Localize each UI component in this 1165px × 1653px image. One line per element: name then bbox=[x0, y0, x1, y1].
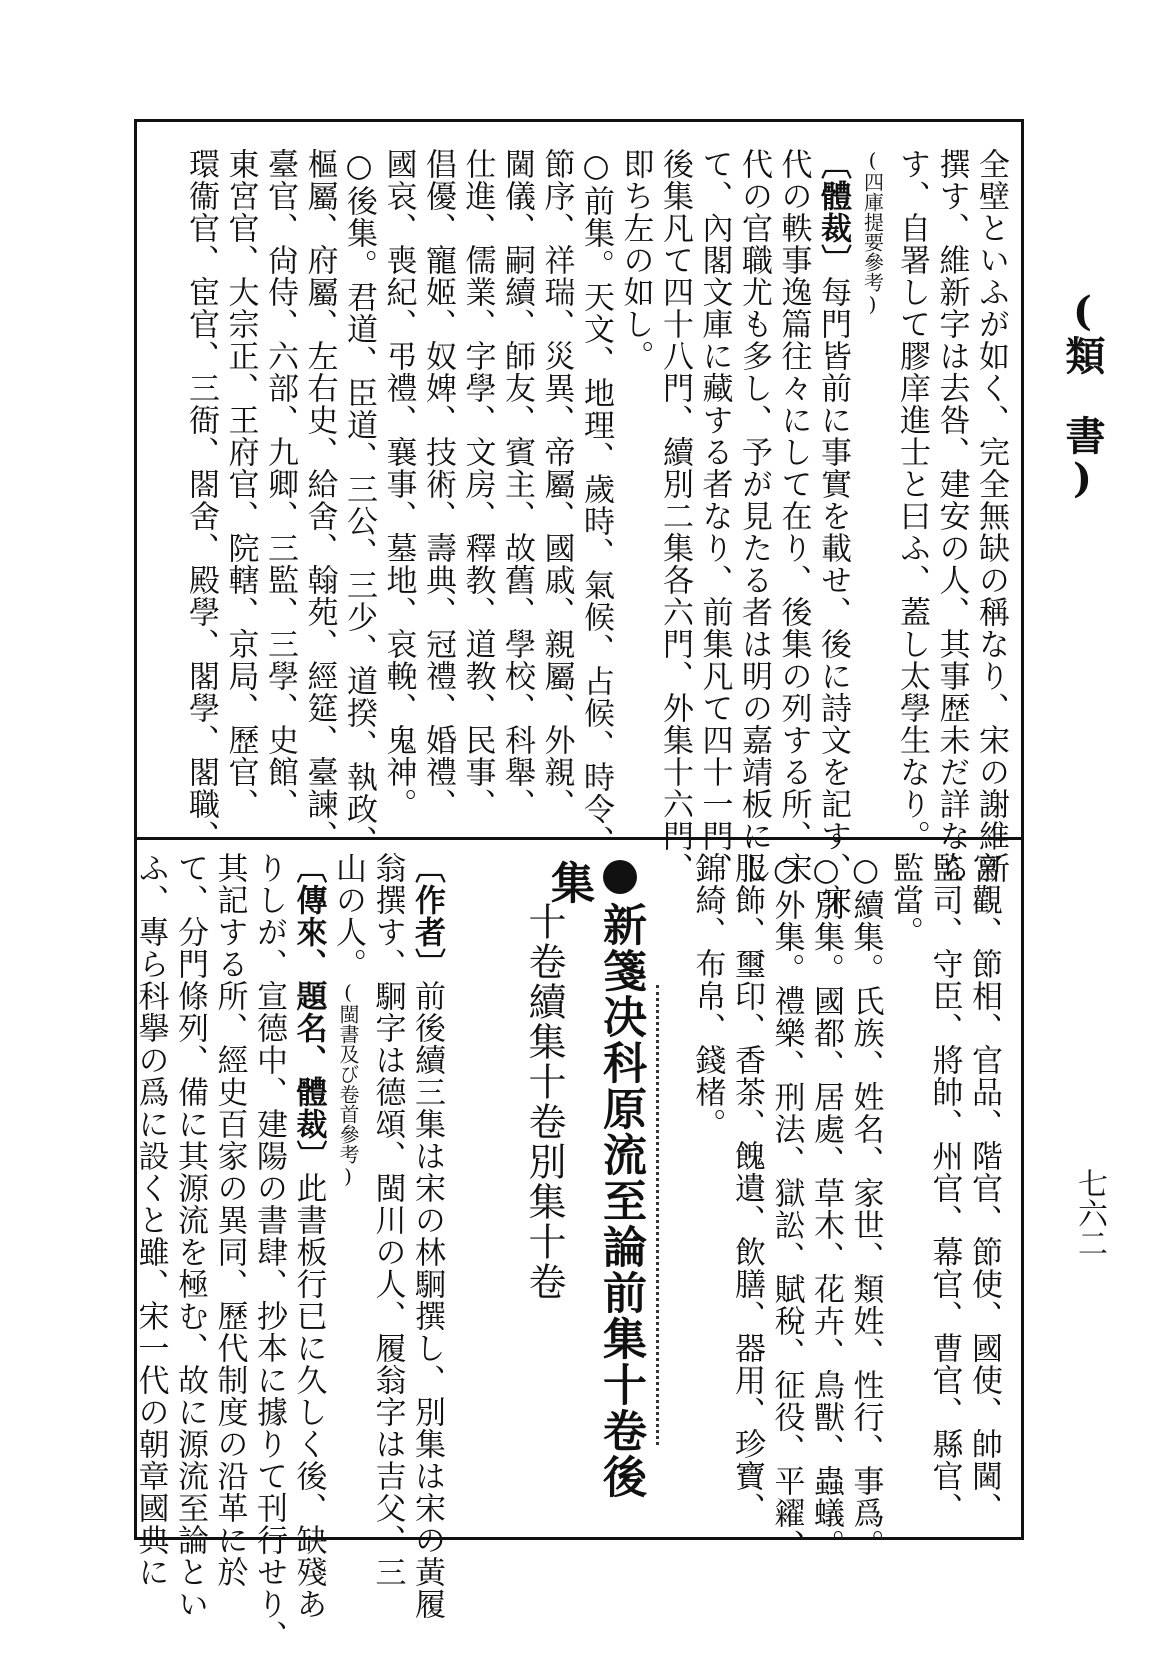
text-column: 東宮官、大宗正、王府官、院轄、京局、歷官、 bbox=[222, 148, 259, 820]
text-column: 樞屬、府屬、左右史、給舍、翰苑、經筵、臺諫、 bbox=[301, 148, 338, 852]
text-column: 臺官、尙侍、六部、九卿、三監、三學、史館、 bbox=[262, 148, 298, 820]
text-column: 後集凡て四十八門、續別二集各六門、外集十六門、 bbox=[657, 148, 693, 884]
text-column: 宮觀、節相、官品、階官、節使、國使、帥閫、 bbox=[966, 852, 1002, 1524]
text-column: 翁撰す、駉字は德頌、閩川の人、履翁字は吉父、三 bbox=[369, 852, 406, 1588]
text-column: す、自署して膠庠進士と曰ふ、蓋し太學生なり。 bbox=[894, 148, 930, 852]
bottom-body-text bbox=[132, 852, 446, 1652]
text-column: 錦綺、布帛、錢楮。 bbox=[689, 852, 726, 1140]
reference-tag: (閩書及び卷首參考) bbox=[336, 980, 360, 1188]
text-column: 其記する所、經史百家の異同、歷代制度の沿革に於 bbox=[211, 852, 248, 1588]
bullet-circle-icon bbox=[603, 860, 637, 894]
text-column: 國哀、喪紀、弔禮、襄事、墓地、哀輓、鬼神。 bbox=[380, 148, 417, 820]
text-column: 代の官職尤も多し、予が見たる者は明の嘉靖板にし bbox=[736, 148, 772, 884]
text-column: 監司、守臣、將帥、州官、幕官、曹官、縣官、 bbox=[926, 852, 963, 1524]
text-column: 即ち左の如し。 bbox=[617, 148, 654, 372]
text-column: 山の人。 bbox=[330, 852, 366, 980]
text-column: 倡優、寵姬、奴婢、技術、壽典、冠禮、婚禮、 bbox=[420, 148, 456, 820]
text-column: 服飾、璽印、香茶、餽遺、飲膳、器用、珍寶、 bbox=[729, 852, 765, 1524]
text-column: 節序、祥瑞、災異、帝屬、國戚、親屬、外親、 bbox=[538, 148, 575, 820]
dotted-separator bbox=[656, 985, 659, 1445]
text-column: 每門皆前に事實を載せ、後に詩文を記す、宋 bbox=[815, 276, 851, 916]
text-column: 全壁といふが如く、完全無缺の稱なり、宋の謝維新 bbox=[973, 148, 1009, 884]
text-column: て、分門條列、備に其源流を極む、故に源流至論とい bbox=[172, 852, 208, 1620]
text-column: ふ、專ら科擧の爲に設くと雖、宋一代の朝章國典に bbox=[132, 852, 169, 1588]
chuanlai-heading: 〔傳來、題名、體裁〕 bbox=[290, 852, 327, 1172]
text-column: ○外集。禮樂、刑法、獄訟、賦稅、征役、平糴、 bbox=[768, 852, 805, 1561]
bottom-category-lists bbox=[683, 852, 1003, 1561]
text-column: ○別集。國都、居處、草木、花卉、鳥獸、蟲蟻。 bbox=[808, 852, 844, 1561]
text-column: 仕進、儒業、字學、文房、釋教、道教、民事、 bbox=[459, 148, 496, 820]
siku-reference-tag: (四庫提要參考) bbox=[860, 148, 885, 316]
text-column: りしが、宣德中、建陽の書肆、抄本に據りて刊行せり、 bbox=[251, 852, 287, 1652]
text-column: 前後續三集は宋の林駉撰し、別集は宋の黃履 bbox=[409, 980, 445, 1620]
text-column: 此書板行已に久しく後、缺殘あ bbox=[290, 1172, 327, 1620]
text-column: ○後集。君道、臣道、三公、三少、道揆、執政、 bbox=[341, 148, 377, 857]
text-column: 監當。 bbox=[887, 852, 923, 948]
text-column: ○前集。天文、地理、歲時、氣候、占候、時令、 bbox=[578, 148, 614, 857]
author-heading: 〔作者〕 bbox=[409, 852, 445, 980]
page-number: 七六二 bbox=[1072, 1168, 1107, 1258]
text-column: 撰す、維新字は去咎、建安の人、其事歴未だ詳なら bbox=[933, 148, 970, 884]
text-column: 閫儀、嗣續、師友、賓主、故舊、學校、科舉、 bbox=[499, 148, 535, 820]
text-column: ○續集。氏族、姓名、家世、類姓、性行、事爲。 bbox=[847, 852, 884, 1561]
book-subtitle: 十卷續集十卷別集十卷 bbox=[522, 902, 566, 1302]
tisai-heading: 〔體裁〕 bbox=[815, 148, 851, 276]
text-column: 環衞官、宦官、三衙、閤舍、殿學、閣學、閣職、 bbox=[183, 148, 219, 852]
running-head: (類 書) bbox=[1059, 288, 1106, 502]
text-column: 代の軼事逸篇往々にして在り、後集の列する所、宋 bbox=[775, 148, 812, 884]
text-column: て、內閣文庫に藏する者なり、前集凡て四十一門、 bbox=[696, 148, 733, 884]
book-title-text: 新箋决科原流至論前集十卷後集 bbox=[543, 860, 646, 1500]
